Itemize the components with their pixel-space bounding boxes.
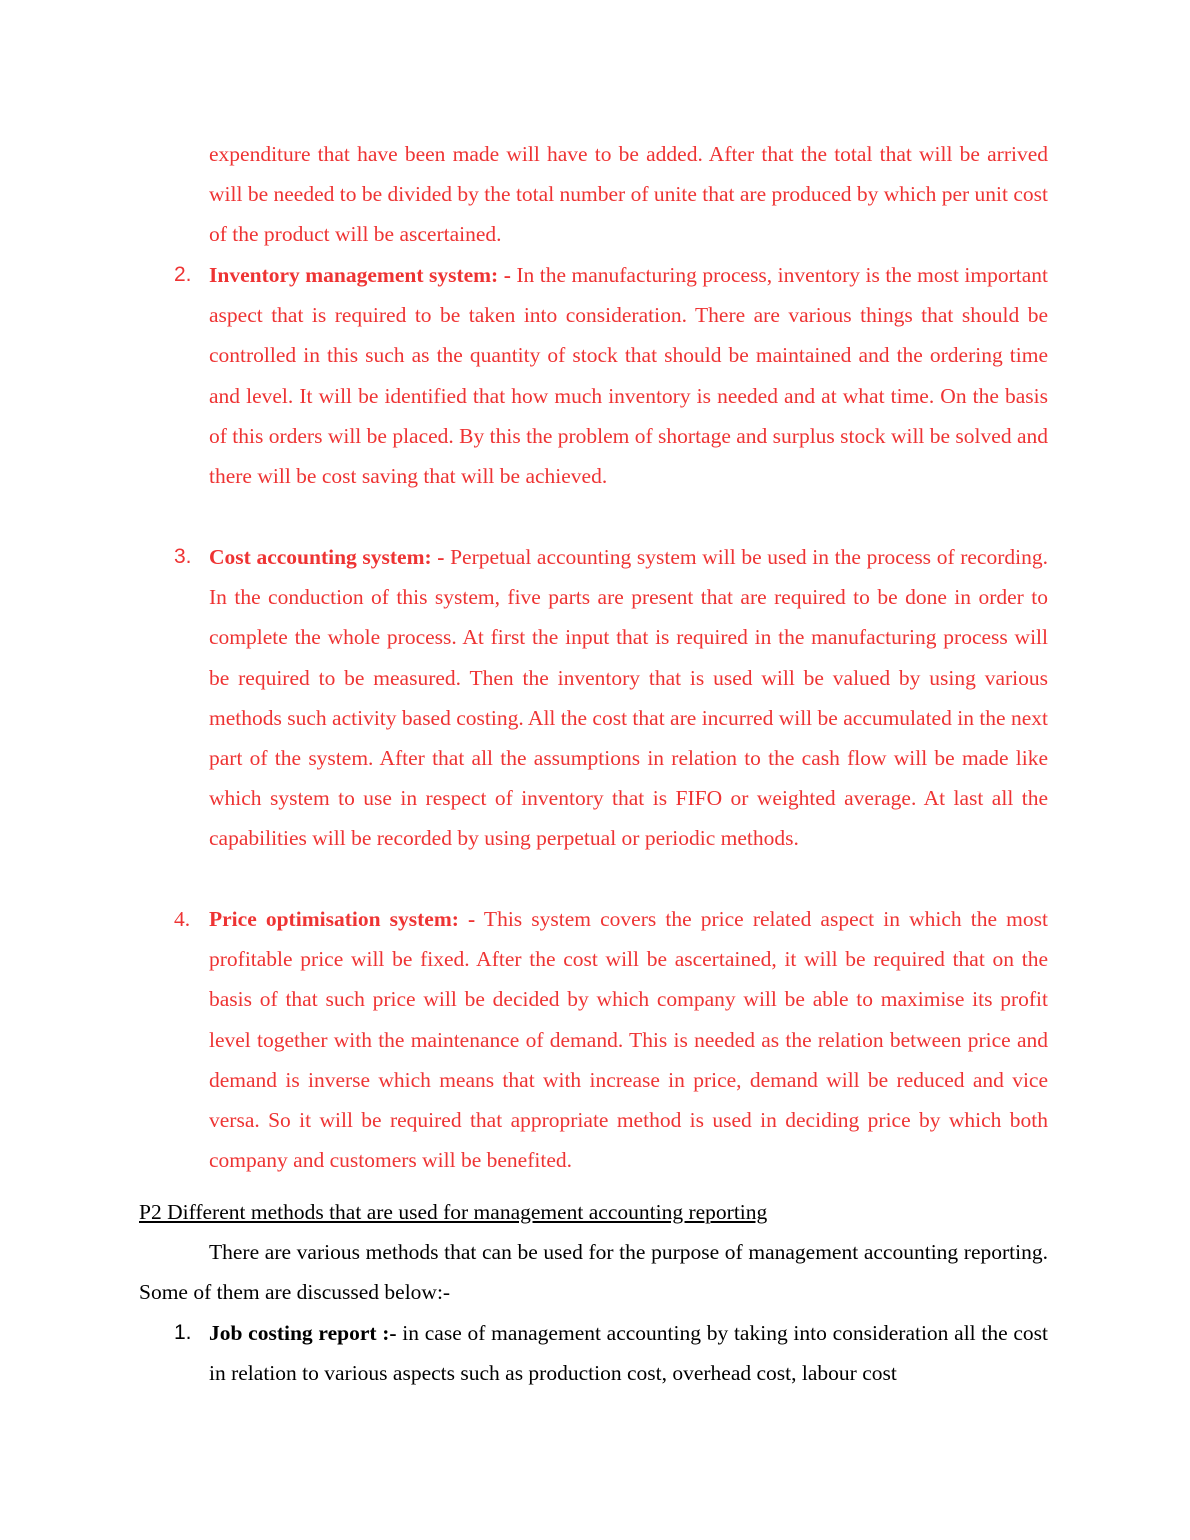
list-item-title: Price optimisation system: - [209, 907, 476, 931]
list-item-body: In the manufacturing process, inventory is the most important aspect that is required to be taken into consideration. There are various things that should be controlled in this such as the quantity of stock that should be maintained and the ordering time and level. It will be identified that how much inventory is needed and at what time. On the basis of this orders will be placed. By this the problem of shortage and surplus stock will be solved and there will be cost saving that will be achieved. [209, 263, 1048, 489]
list-item-title: Job costing report :- [209, 1321, 397, 1345]
list-number-3: 3. [174, 545, 192, 568]
list-number-2: 2. [174, 263, 192, 286]
continuation-paragraph: expenditure that have been made will have to be added. After that the total that will be arrived will be needed to be divided by the total number of unite that are produced by which per unit cost of the product will be ascertained. [209, 142, 1048, 247]
list-item-inventory-management [209, 255, 1048, 496]
section-heading: P2 Different methods that are used for management accounting reporting [139, 1200, 768, 1224]
list-item-body: in case of management accounting by taking into consideration all the cost in relation to various aspects such as production cost, overhead cost, labour cost [209, 1321, 1048, 1386]
list-item-body: This system covers the price related aspect in which the most profitable price will be fixed. After the cost will be ascertained, it will be required that on the basis of that such price will be decided by which company will be able to maximise its profit level together with the maintenance of demand. This is needed as the relation between price and demand is inverse which means that with increase in price, demand will be reduced and vice versa. So it will be required that appropriate method is used in deciding price by which both company and customers will be benefited. [209, 907, 1048, 1173]
list-item-price-optimisation [209, 899, 1048, 1180]
list-number-1: 1. [174, 1321, 192, 1344]
list-item-cost-accounting [209, 537, 1048, 859]
list-item-title: Cost accounting system: - [209, 545, 445, 569]
section-intro: There are various methods that can be used for the purpose of management accounting reporting. Some of them are discussed below:- [139, 1240, 1048, 1305]
list-number-4: 4. [174, 907, 191, 931]
list-item-job-costing [209, 1313, 1048, 1393]
list-item-title: Inventory management system: - [209, 263, 511, 287]
list-item-body: Perpetual accounting system will be used in the process of recording. In the conduction of this system, five parts are present that are required to be done in order to complete the whole process. At first the input that is required in the manufacturing process will be required to be measured. Then the inventory that is used will be valued by using various methods such activity based costing. All the cost that are incurred will be accumulated in the next part of the system. After that all the assumptions in relation to the cash flow will be made like which system to use in respect of inventory that is FIFO or weighted average. At last all the capabilities will be recorded by using perpetual or periodic methods. [209, 545, 1048, 851]
